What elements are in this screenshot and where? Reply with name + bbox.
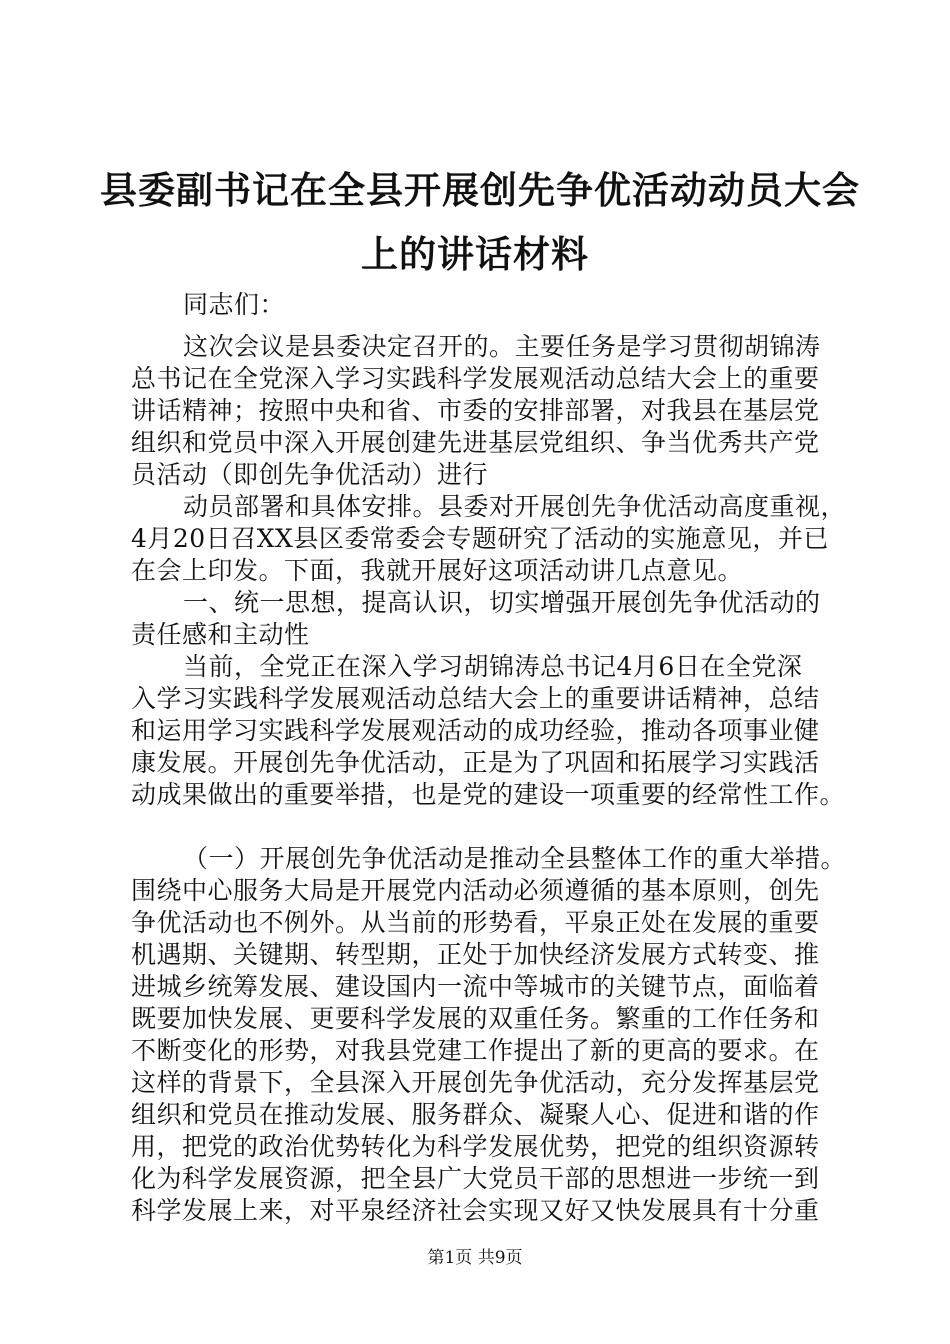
section-heading: 责任感和主动性: [131, 620, 310, 649]
page-number-footer: 第1页 共9页: [427, 1248, 523, 1268]
document-title-line-1: 县委副书记在全县开展创先争优活动动员大会: [100, 169, 860, 212]
paragraph-line: 组织和党员在推动发展、服务群众、凝聚人心、促进和谐的作: [131, 1100, 820, 1129]
paragraph-line: 讲话精神；按照中央和省、市委的安排部署，对我县在基层党: [131, 396, 820, 425]
paragraph-line: 不断变化的形势，对我县党建工作提出了新的更高的要求。在: [131, 1036, 820, 1065]
paragraph-line: 康发展。开展创先争优活动，正是为了巩固和拓展学习实践活: [131, 748, 820, 777]
paragraph-line: 这样的背景下，全县深入开展创先争优活动，充分发挥基层党: [131, 1068, 820, 1097]
document-title-line-2: 上的讲话材料: [361, 233, 589, 276]
paragraph-line: 动员部署和具体安排。县委对开展创先争优活动高度重视，: [183, 492, 847, 521]
paragraph-line: 动成果做出的重要举措，也是党的建设一项重要的经常性工作。: [131, 780, 846, 809]
paragraph-line: 围绕中心服务大局是开展党内活动必须遵循的基本原则，创先: [131, 876, 820, 905]
paragraph-line: 和运用学习实践科学发展观活动的成功经验，推动各项事业健: [131, 716, 820, 745]
section-heading: 一、统一思想，提高认识，切实增强开展创先争优活动的: [183, 588, 821, 617]
subsection-heading: （一）开展创先争优活动是推动全县整体工作的重大举措。: [183, 844, 847, 873]
paragraph-line: 既要加快发展、更要科学发展的双重任务。繁重的工作任务和: [131, 1004, 820, 1033]
paragraph-line: 用，把党的政治优势转化为科学发展优势，把党的组织资源转: [131, 1132, 820, 1161]
paragraph-line: 在会上印发。下面，我就开展好这项活动讲几点意见。: [131, 556, 744, 585]
paragraph-line: 入学习实践科学发展观活动总结大会上的重要讲话精神，总结: [131, 684, 820, 713]
paragraph-line: 这次会议是县委决定召开的。主要任务是学习贯彻胡锦涛: [183, 332, 821, 361]
paragraph-line: 总书记在全党深入学习实践科学发展观活动总结大会上的重要: [131, 364, 820, 393]
paragraph-line: 组织和党员中深入开展创建先进基层党组织、争当优秀共产党: [131, 428, 820, 457]
paragraph-line: 争优活动也不例外。从当前的形势看，平泉正处在发展的重要: [131, 908, 820, 937]
paragraph-line: 员活动（即创先争优活动）进行: [131, 460, 489, 489]
paragraph-line: 4月20日召XX县区委常委会专题研究了活动的实施意见，并已: [131, 524, 829, 553]
paragraph-line: 化为科学发展资源，把全县广大党员干部的思想进一步统一到: [131, 1164, 820, 1193]
paragraph-line: 机遇期、关键期、转型期，正处于加快经济发展方式转变、推: [131, 940, 820, 969]
paragraph-line: 进城乡统筹发展、建设国内一流中等城市的关键节点，面临着: [131, 972, 820, 1001]
salutation: 同志们：: [183, 290, 286, 319]
paragraph-line: 当前，全党正在深入学习胡锦涛总书记4月6日在全党深: [183, 652, 803, 681]
paragraph-line: 科学发展上来，对平泉经济社会实现又好又快发展具有十分重: [131, 1196, 820, 1225]
